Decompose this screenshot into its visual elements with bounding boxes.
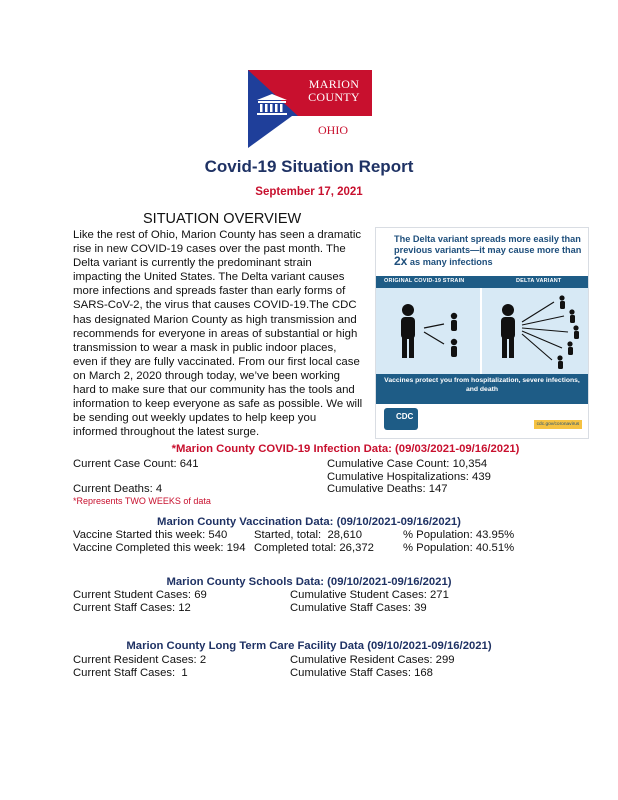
vaccine-completed-pct: % Population: 40.51% [403,542,515,554]
vaccine-completed-total: Completed total: 26,372 [254,542,374,554]
infographic-footer-text: Vaccines protect you from hospitalization, severe infections, and death [384,377,580,393]
marion-county-logo [248,70,372,148]
logo-line-2: COUNTY [308,90,360,104]
delta-variant-panel [482,288,588,374]
cdc-url: cdc.gov/coronavirus [534,420,582,429]
cumulative-student-cases: Cumulative Student Cases: 271 [290,589,449,601]
cumulative-hospitalizations: Cumulative Hospitalizations: 439 [327,471,491,483]
infection-heading: *Marion County COVID-19 Infection Data: (09/03/2021-09/16/2021) [171,443,520,455]
cumulative-deaths: Cumulative Deaths: 147 [327,483,448,495]
infographic-headline-tail: as many infections [409,257,493,267]
ltc-heading: Marion County Long Term Care Facility Data (09/10/2021-09/16/2021) [126,640,492,652]
vaccine-started-total: Started, total: 28,610 [254,529,363,541]
situation-body: Like the rest of Ohio, Marion County has seen a dramatic rise in new COVID-19 cases over the past month. The Delta variant is currently the predominant strain impacting the United States. The Delta variant causes more infections and spreads faster than early forms of SARS-CoV-2, the virus that causes COVID-19.The CDC has designated Marion County as high transmission and recommends for everyone in areas of substantial or high transmission to wear a mask in public indoor places, even if they are fully vaccinated. From our first local case on March 2, 2020 through today, we’ve been working hard to make sure that our community has the tools and information to keep everyone as safe as possible. We will be sending out weekly updates to help keep you informed throughout the latest surge. [73,229,363,439]
cdc-logo [384,408,418,430]
cumulative-case-count: Cumulative Case Count: 10,354 [327,458,488,470]
logo-line-1: MARION [308,77,360,91]
ltc-cumulative-staff-cases: Cumulative Staff Cases: 168 [290,667,433,679]
vaccine-completed-week: Vaccine Completed this week: 194 [73,542,246,554]
two-weeks-note: *Represents TWO WEEKS of data [73,496,211,506]
cdc-delta-infographic [375,227,589,439]
report-title: Covid-19 Situation Report [204,157,414,176]
situation-heading: SITUATION OVERVIEW [143,211,302,227]
cdc-logo-text: CDC [396,412,414,421]
vaccine-started-week: Vaccine Started this week: 540 [73,529,228,541]
cumulative-resident-cases: Cumulative Resident Cases: 299 [290,654,455,666]
label-original-strain: ORIGINAL COVID-19 STRAIN [384,278,465,284]
current-student-cases: Current Student Cases: 69 [73,589,207,601]
ltc-current-staff-cases: Current Staff Cases: 1 [73,667,188,679]
infographic-footer [376,374,588,404]
infographic-header [376,228,588,276]
logo-state: OHIO [318,123,348,137]
current-resident-cases: Current Resident Cases: 2 [73,654,207,666]
report-date: September 17, 2021 [255,186,363,198]
infographic-headline-emphasis: 2x [394,254,408,268]
infographic-headline-text: The Delta variant spreads more easily than previous variants—it may cause more than [394,234,582,255]
current-case-count: Current Case Count: 641 [73,458,199,470]
infographic-headline [394,234,584,268]
delta-spread-icon [482,288,588,374]
logo-county-name [298,78,370,104]
current-staff-cases: Current Staff Cases: 12 [73,602,191,614]
infographic-label-bar [376,276,588,288]
original-strain-panel [376,288,480,374]
current-deaths: Current Deaths: 4 [73,483,163,495]
vaccine-started-pct: % Population: 43.95% [403,529,515,541]
cumulative-staff-cases: Cumulative Staff Cases: 39 [290,602,427,614]
original-spread-icon [376,288,480,374]
schools-heading: Marion County Schools Data: (09/10/2021-09/16/2021) [166,576,452,588]
vaccination-heading: Marion County Vaccination Data: (09/10/2021-09/16/2021) [157,516,461,528]
label-delta-variant: DELTA VARIANT [516,278,562,284]
